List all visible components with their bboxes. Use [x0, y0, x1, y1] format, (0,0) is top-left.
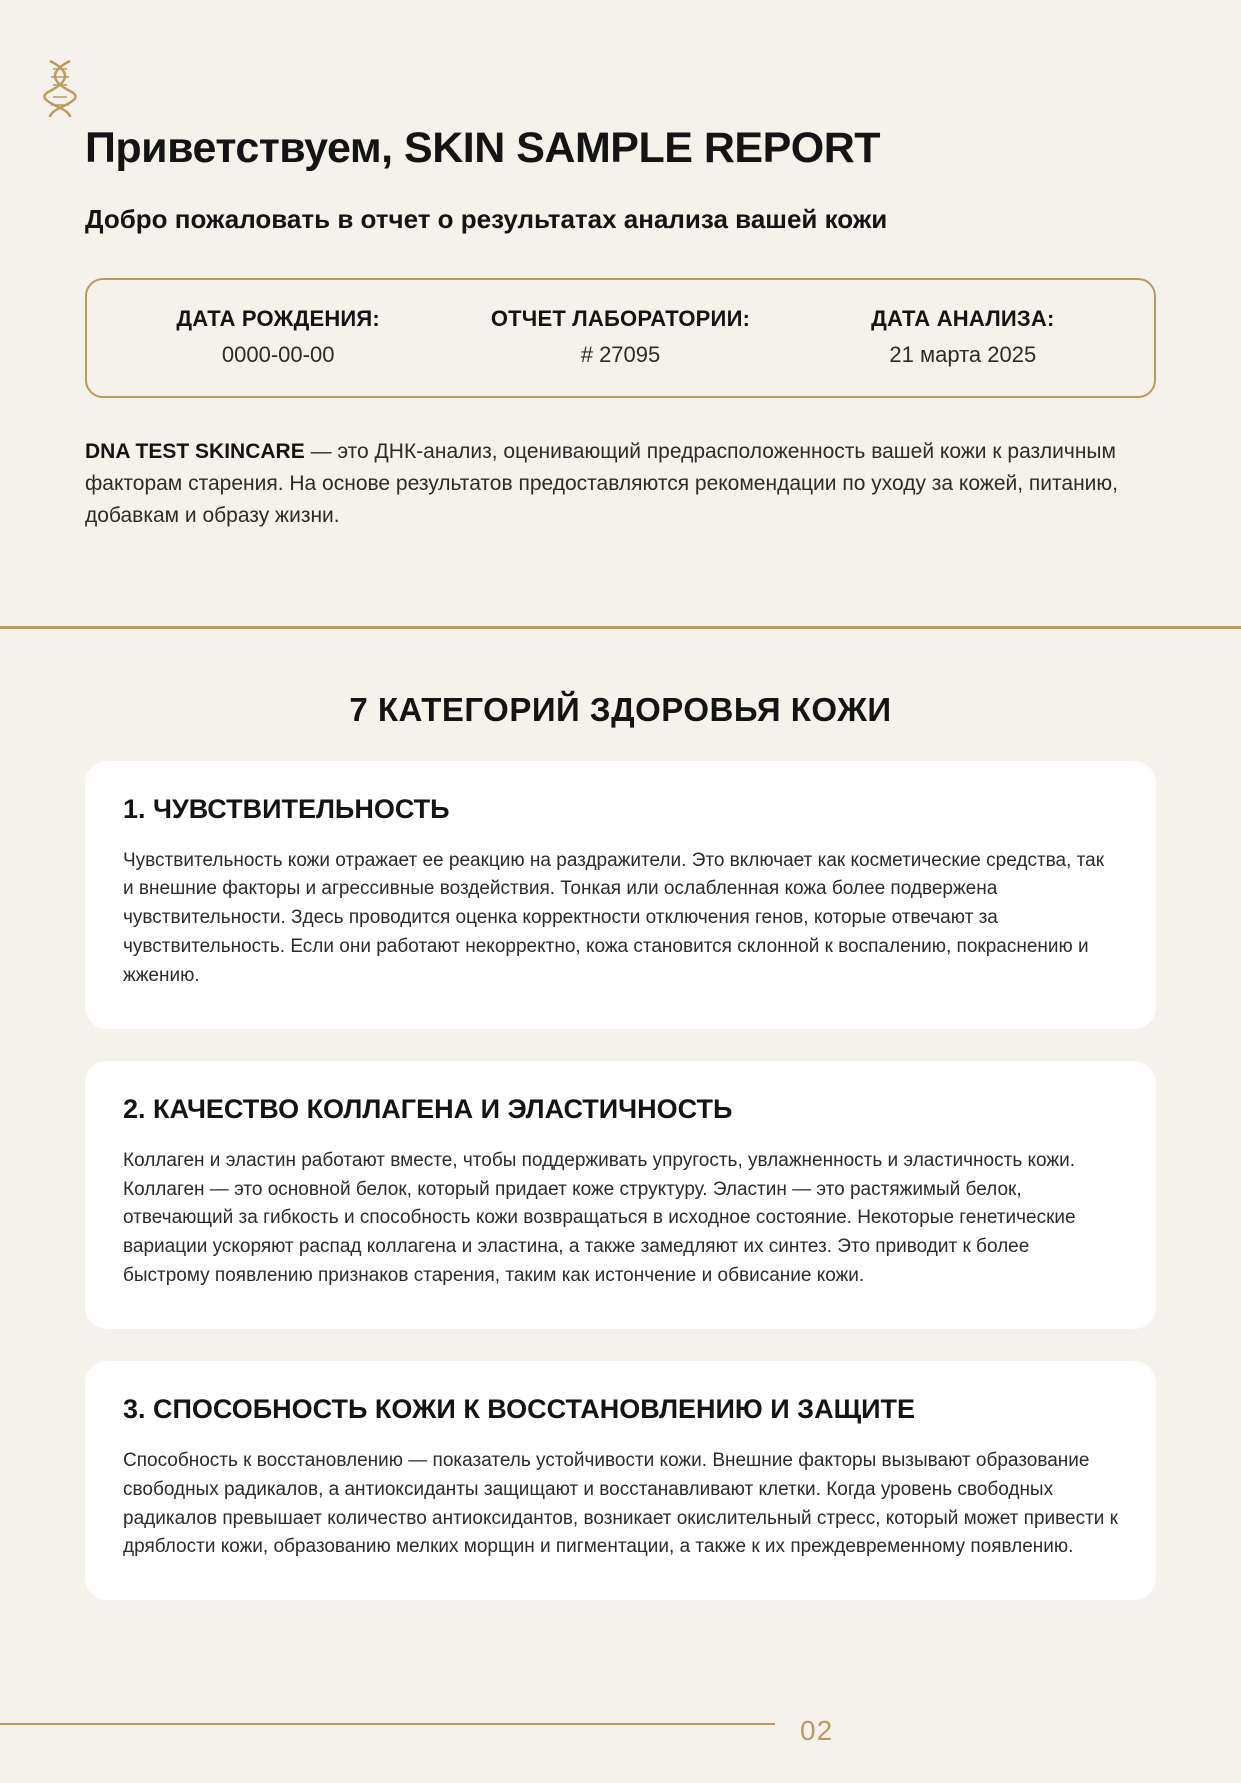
info-cell-lab-report [449, 306, 791, 368]
info-value-lab-report: # 27095 [580, 342, 661, 368]
intro-lead: DNA TEST SKINCARE [85, 440, 305, 464]
footer-divider [0, 1723, 775, 1725]
category-card-2 [85, 1061, 1156, 1329]
category-card-1-body: Чувствительность кожи отражает ее реакцию на раздражители. Это включает как косметические средства, так и внешние факторы и агрессивные воздействия. Тонкая или ослабленная кожа более подвержена чувствительности. Здесь проводится оценка корректности отключения генов, которые отвечают за чувствительность. Если они работают некорректно, кожа становится склонной к воспалению, покраснению и жжению. [123, 849, 1105, 987]
category-card-3-body: Способность к восстановлению — показатель устойчивости кожи. Внешние факторы вызывают образование свободных радикалов, а антиоксиданты защищают и восстанавливают клетки. Когда уровень свободных радикалов превышает количество антиоксидантов, возникает окислительный стресс, который может привести к дряблости кожи, образованию мелких морщин и пигментации, а также к их преждевременному появлению. [123, 1449, 1118, 1558]
dna-helix-icon [40, 59, 80, 119]
page-title: Приветствуем, SKIN SAMPLE REPORT [85, 123, 881, 172]
info-value-birthdate: 0000-00-00 [221, 342, 335, 368]
category-card-2-title: 2. КАЧЕСТВО КОЛЛАГЕНА И ЭЛАСТИЧНОСТЬ [123, 1093, 733, 1124]
gold-divider [0, 626, 1241, 629]
info-label-birthdate: ДАТА РОЖДЕНИЯ: [176, 306, 380, 332]
page-number: 02 [800, 1714, 834, 1746]
category-card-1-title: 1. ЧУВСТВИТЕЛЬНОСТЬ [123, 793, 450, 824]
info-label-analysis-date: ДАТА АНАЛИЗА: [871, 306, 1055, 332]
page-subtitle: Добро пожаловать в отчет о результатах анализа вашей кожи [85, 204, 888, 235]
categories-title: 7 КАТЕГОРИЙ ЗДОРОВЬЯ КОЖИ [349, 690, 892, 728]
intro-paragraph [85, 436, 1130, 532]
report-info-box [85, 278, 1156, 398]
categories-section [0, 691, 1241, 1601]
page-footer [0, 1673, 1241, 1783]
info-cell-birthdate [107, 306, 449, 368]
category-card-1 [85, 761, 1156, 1029]
intro-body: — это ДНК-анализ, оценивающий предрасположенность вашей кожи к различным факторам старения. На основе результатов предоставляются рекомендации по уходу за кожей, питанию, добавкам и образу жизни. [85, 440, 1118, 528]
category-card-3 [85, 1361, 1156, 1600]
info-label-lab-report: ОТЧЕТ ЛАБОРАТОРИИ: [490, 306, 751, 332]
info-cell-analysis-date [792, 306, 1134, 368]
info-value-analysis-date: 21 марта 2025 [889, 342, 1037, 368]
category-card-3-title: 3. СПОСОБНОСТЬ КОЖИ К ВОССТАНОВЛЕНИЮ И ЗАЩИТЕ [123, 1394, 916, 1425]
category-card-2-body: Коллаген и эластин работают вместе, чтобы поддерживать упругость, увлажненность и эластичность кожи. Коллаген — это основной белок, который придает коже структуру. Эластин — это растяжимый белок, отвечающий за гибкость и способность кожи возвращаться в исходное состояние. Некоторые генетические вариации ускоряют распад коллагена и эластина, а также замедляют их синтез. Это приводит к более быстрому появлению признаков старения, таким как истончение и обвисание кожи. [123, 1149, 1076, 1287]
report-header-section [0, 29, 1241, 629]
